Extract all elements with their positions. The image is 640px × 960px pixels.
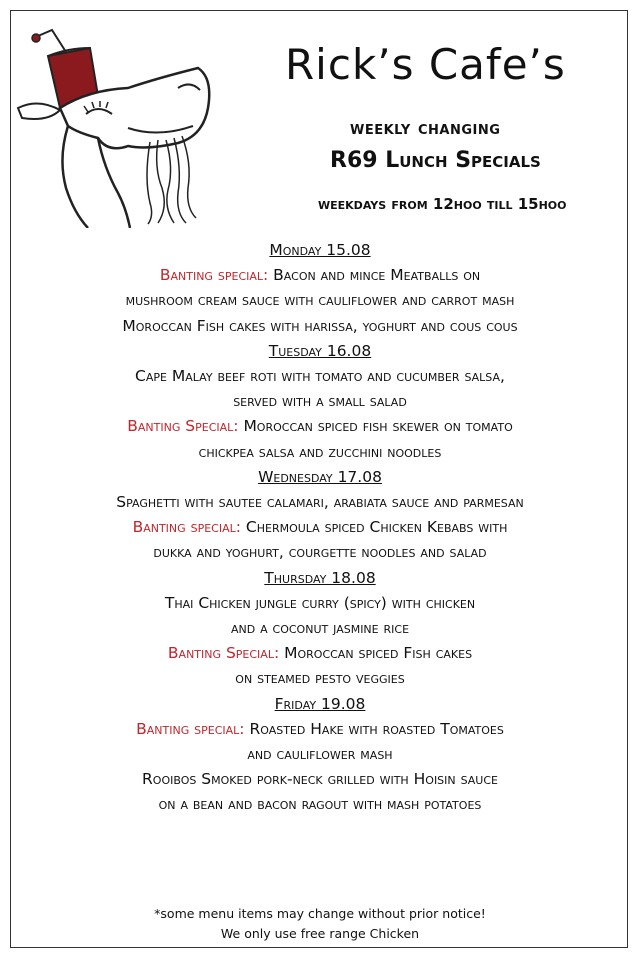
subtitle-specials: R69 Lunch Specials	[330, 148, 541, 173]
footer-notice: *some menu items may change without prior notice!	[154, 906, 486, 921]
subtitle-hours: weekdays from 12hoo till 15hoo	[318, 195, 567, 213]
dish-text: Rooibos Smoked pork-neck grilled with Hoisin sauce	[142, 770, 498, 789]
day-section-wednesday	[20, 465, 620, 566]
dish-text: dukka and yoghurt, courgette noodles and salad	[153, 543, 487, 562]
dish-text: Roasted Hake with roasted Tomatoes	[249, 719, 504, 738]
dish-text: and a coconut jasmine rice	[230, 619, 410, 638]
menu-line	[20, 666, 620, 691]
dish-text: Bacon and mince Meatballs on	[273, 266, 481, 285]
dish-text: Moroccan spiced Fish cakes	[284, 644, 473, 663]
day-section-thursday	[20, 566, 620, 692]
menu-line	[20, 641, 620, 666]
menu-line	[20, 515, 620, 540]
banting-label: Banting Special:	[167, 644, 285, 663]
day-section-tuesday	[20, 339, 620, 465]
camel-mascot-icon	[8, 18, 218, 228]
dish-text: Chermoula spiced Chicken Kebabs with	[245, 518, 508, 537]
day-section-friday	[20, 692, 620, 818]
menu-line	[20, 389, 620, 414]
menu-line	[20, 792, 620, 817]
day-section-monday	[20, 238, 620, 339]
banting-label: Banting special:	[159, 266, 274, 285]
day-heading: Tuesday 16.08	[268, 341, 372, 360]
dish-text: Thai Chicken jungle curry (spicy) with chicken	[164, 593, 476, 612]
menu-line	[20, 742, 620, 767]
day-heading: Monday 15.08	[269, 241, 371, 259]
menu-line	[20, 414, 620, 439]
dish-text: and cauliflower mash	[247, 745, 393, 764]
menu-footer	[20, 904, 620, 944]
cafe-title: Rick’s Cafe’s	[285, 40, 566, 89]
dish-text: Moroccan spiced fish skewer on tomato	[243, 417, 513, 436]
menu-line	[20, 717, 620, 742]
dish-text: served with a small salad	[233, 392, 407, 411]
weekly-menu	[20, 238, 620, 818]
dish-text: Spaghetti with sautee calamari, arabiata sauce and parmesan	[116, 493, 524, 512]
banting-label: Banting special:	[132, 518, 246, 537]
menu-line	[20, 591, 620, 616]
dish-text: chickpea salsa and zucchini noodles	[198, 442, 442, 461]
banting-label: Banting special:	[136, 719, 250, 738]
banting-label: Banting Special:	[127, 417, 244, 436]
dish-text: on a bean and bacon ragout with mash potatoes	[158, 795, 482, 814]
day-heading: Wednesday 17.08	[258, 467, 382, 486]
menu-line	[20, 263, 620, 288]
menu-line	[20, 767, 620, 792]
subtitle-weekly: weekly changing	[350, 117, 501, 139]
menu-line	[20, 616, 620, 641]
day-heading: Thursday 18.08	[264, 568, 376, 587]
day-heading: Friday 19.08	[274, 694, 366, 713]
footer-chicken-note: We only use free range Chicken	[220, 926, 420, 941]
menu-line	[20, 440, 620, 465]
menu-line	[20, 540, 620, 565]
dish-text: mushroom cream sauce with cauliflower and carrot mash	[125, 291, 515, 310]
menu-line	[20, 314, 620, 339]
dish-text: on steamed pesto veggies	[235, 669, 405, 688]
menu-line	[20, 490, 620, 515]
menu-line	[20, 364, 620, 389]
dish-text: Cape Malay beef roti with tomato and cucumber salsa,	[135, 367, 505, 386]
menu-line	[20, 288, 620, 313]
dish-text: Moroccan Fish cakes with harissa, yoghurt and cous cous	[122, 316, 518, 335]
